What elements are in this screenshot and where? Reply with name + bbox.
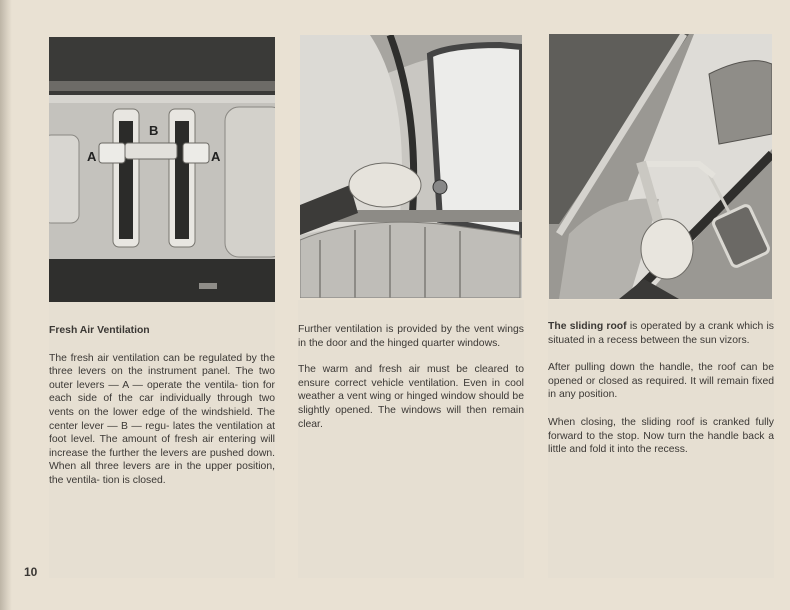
photo-label-b: B	[149, 123, 159, 138]
clear-air-paragraph: The warm and fresh air must be cleared to ensure correct vehicle ventilation. Even in cool weather a vent wing or hinged window should be slightly opened. The windows will then remain clear.	[298, 364, 524, 430]
photo-sliding-roof-crank	[549, 34, 772, 299]
closing-paragraph: When closing, the sliding roof is cranked fully forward to the stop. Now turn the handle back a little and fold it into the recess.	[548, 416, 774, 456]
sliding-roof-paragraph	[548, 320, 774, 347]
fresh-air-paragraph: The fresh air ventilation can be regulated by the three levers on the instrument panel. The two outer levers — A — operate the ventila- tion for each side of the car individually through two vents on the lower edge of the windshield. The center lever — B — regu- lates the ventilation at foot level. The amount of fresh air entering will increase the further the levers are pushed down. When all three levers are in the upper position, the ventila- tion is closed.	[49, 352, 275, 486]
sliding-roof-rest: is operated by a crank which is situated in a recess between the sun vizors.	[548, 321, 774, 346]
page-binding-edge	[0, 0, 12, 610]
column-right-text	[548, 320, 774, 468]
vent-wings-paragraph: Further ventilation is provided by the vent wings in the door and the hinged quarter windows.	[298, 324, 524, 349]
photo-label-a-left: A	[87, 149, 97, 164]
sliding-roof-bold-label: The sliding roof	[548, 321, 627, 332]
page-number: 10	[24, 565, 38, 579]
handle-paragraph: After pulling down the handle, the roof can be opened or closed as required. It will remain fixed in any position.	[548, 362, 774, 401]
column-left-text	[49, 324, 275, 499]
photo-vent-wing	[300, 35, 522, 298]
section-heading: Fresh Air Ventilation	[49, 325, 150, 336]
column-center-text	[298, 323, 524, 442]
photo-ventilation-levers	[49, 37, 275, 302]
photo-label-a-right: A	[211, 149, 221, 164]
